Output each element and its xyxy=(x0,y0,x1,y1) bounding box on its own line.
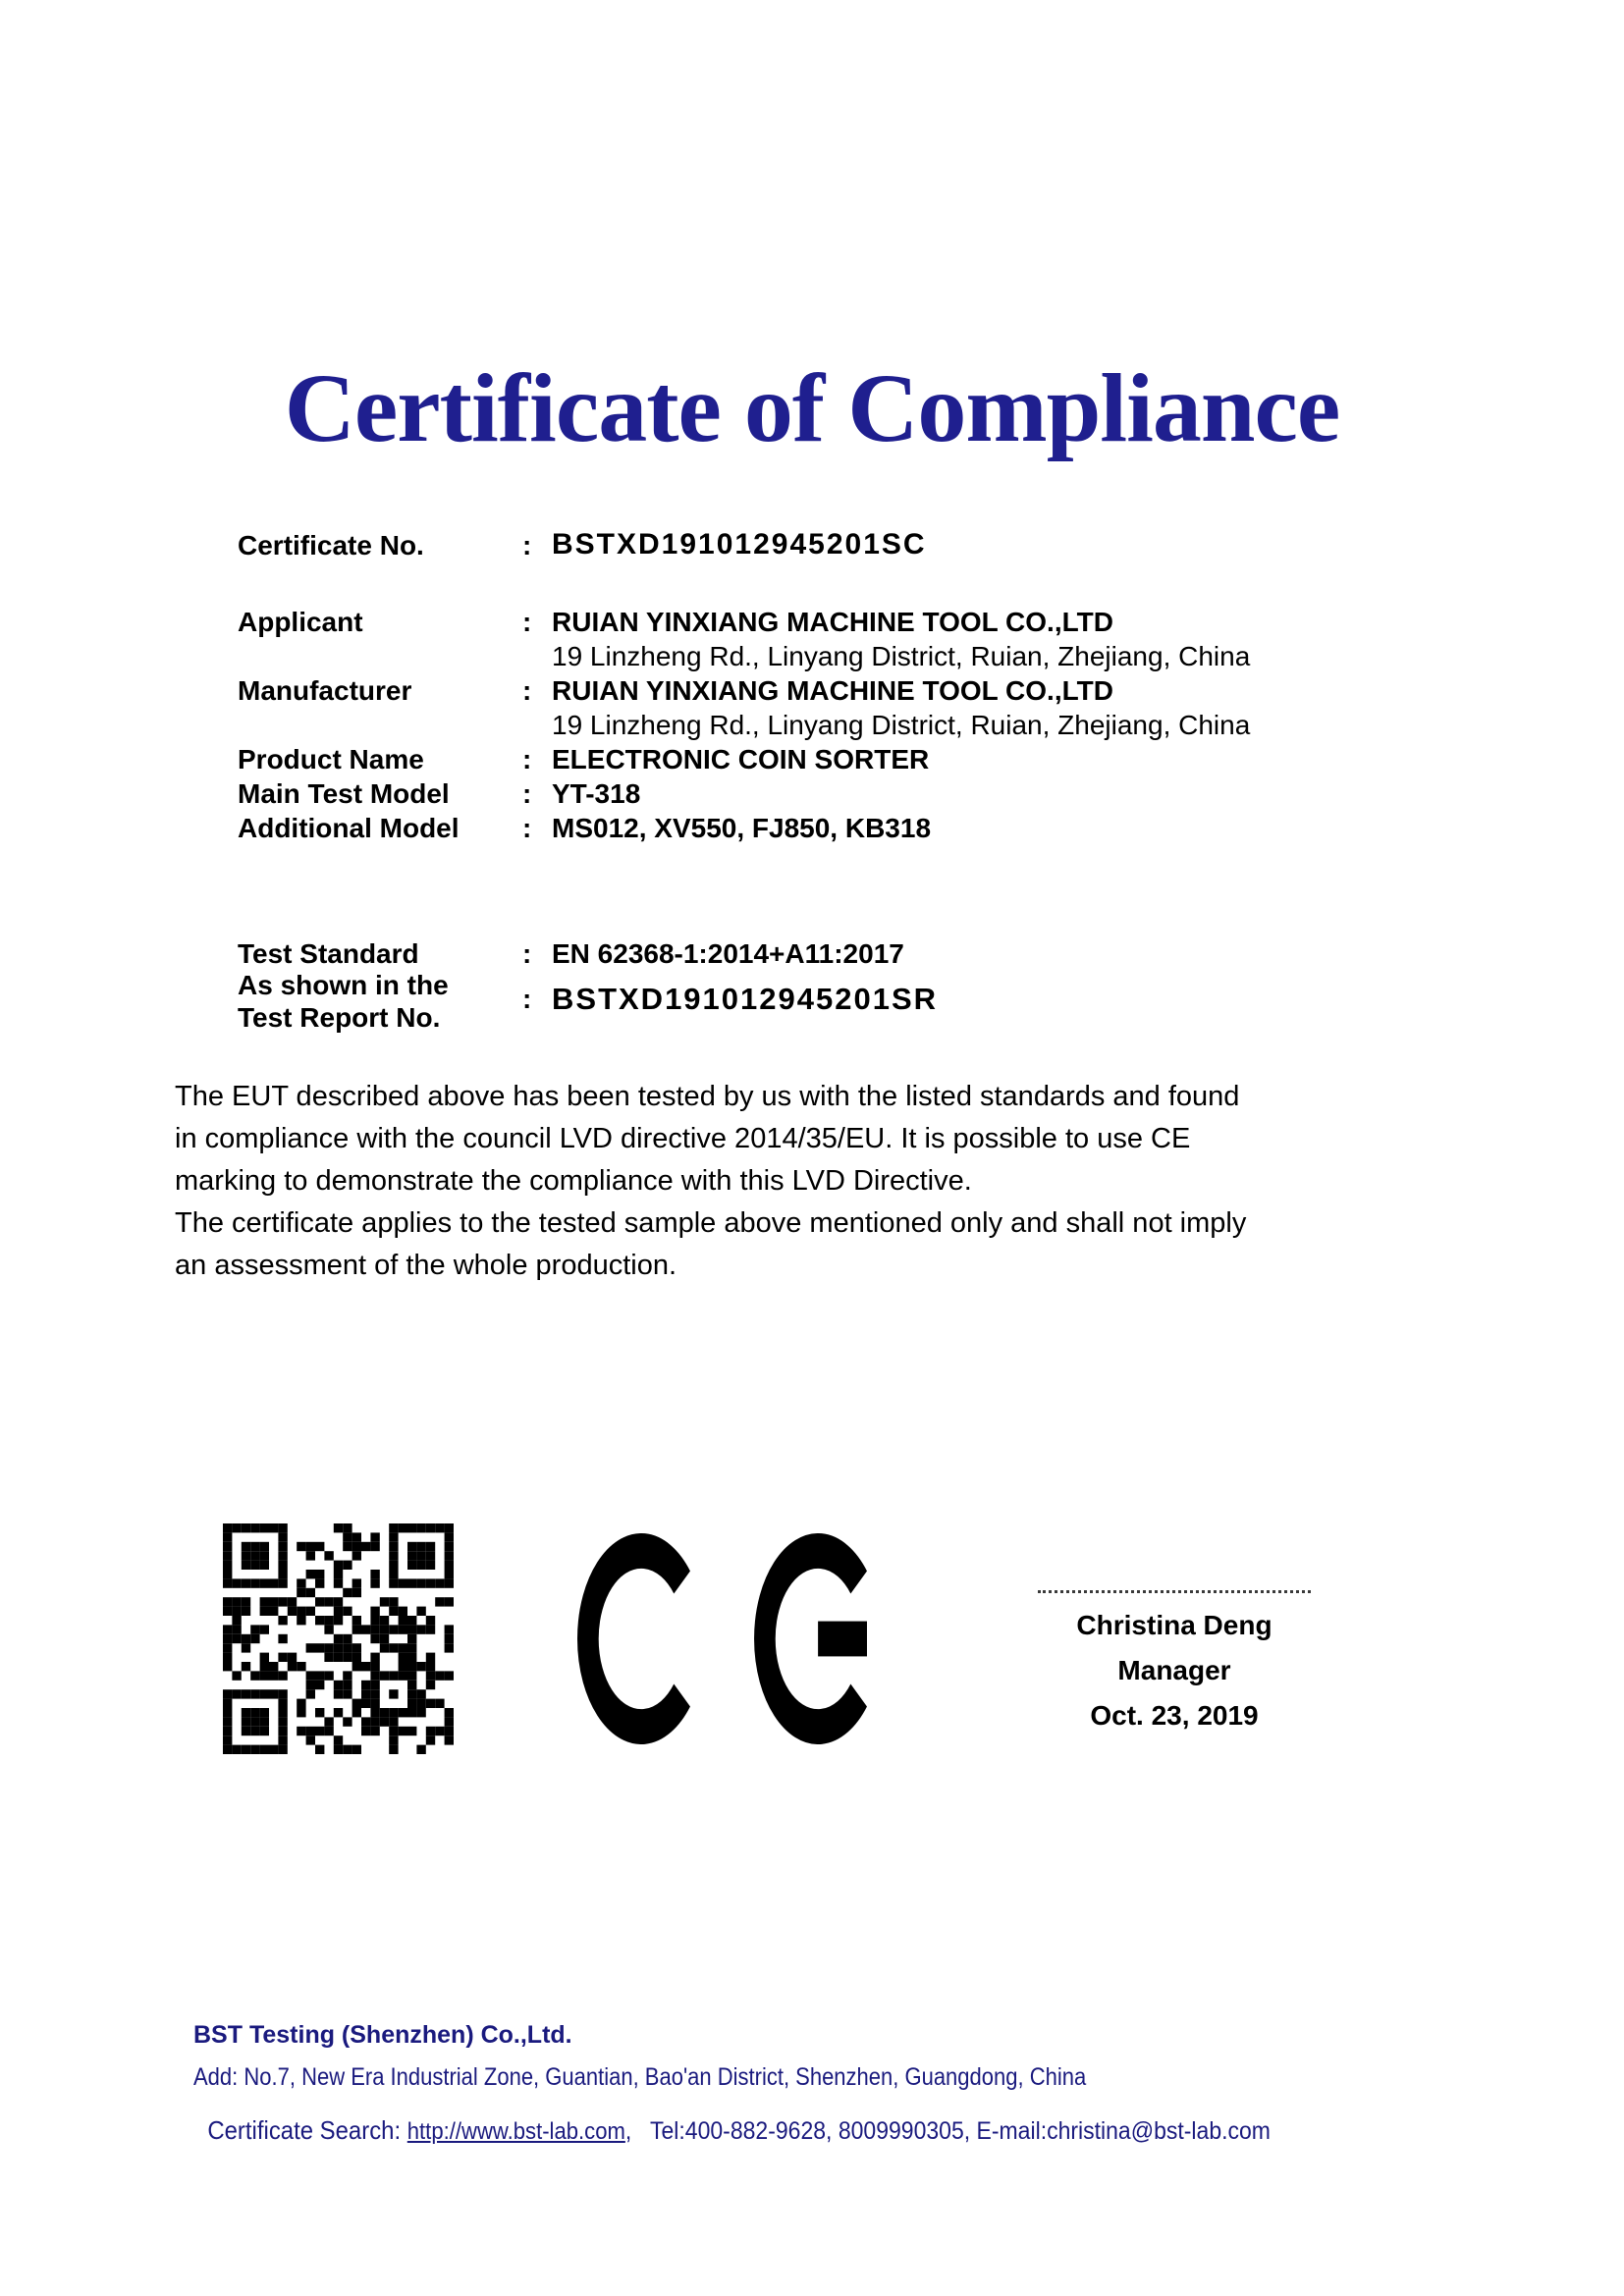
test-standard-label: Test Standard xyxy=(238,938,419,969)
test-report-value: BSTXD191012945201SR xyxy=(552,982,939,1016)
product-name-value: ELECTRONIC COIN SORTER xyxy=(552,744,930,774)
certificate-no-label: Certificate No. xyxy=(238,530,424,561)
applicant-label: Applicant xyxy=(238,607,363,637)
manufacturer-colon: : xyxy=(522,675,532,706)
signature-dotted-line xyxy=(1038,1590,1311,1593)
applicant-value: RUIAN YINXIANG MACHINE TOOL CO.,LTD xyxy=(552,607,1113,637)
contact-info: , Tel:400-882-9628, 8009990305, E-mail:christina@bst-lab.com xyxy=(624,2117,1271,2145)
certificate-no-colon: : xyxy=(522,530,532,561)
qr-code-icon xyxy=(223,1523,454,1754)
manufacturer-label: Manufacturer xyxy=(238,675,412,706)
main-test-model-label: Main Test Model xyxy=(238,778,450,809)
statement-paragraph xyxy=(175,1076,1246,1287)
manufacturer-address: 19 Linzheng Rd., Linyang District, Ruian, Zhejiang, China xyxy=(552,710,1251,740)
statement-line: The certificate applies to the tested sample above mentioned only and shall not imply xyxy=(175,1207,1247,1239)
certificate-no-value: BSTXD191012945201SC xyxy=(552,528,927,561)
test-standard-value: EN 62368-1:2014+A11:2017 xyxy=(552,938,904,969)
statement-line: an assessment of the whole production. xyxy=(175,1250,677,1281)
page-title: Certificate of Compliance xyxy=(284,353,1340,462)
additional-model-value: MS012, XV550, FJ850, KB318 xyxy=(552,813,932,843)
applicant-address: 19 Linzheng Rd., Linyang District, Ruian, Zhejiang, China xyxy=(552,641,1251,671)
test-standard-colon: : xyxy=(522,938,532,969)
applicant-colon: : xyxy=(522,607,532,637)
signatory-title: Manager xyxy=(1117,1655,1231,1685)
test-report-label-line1: As shown in the xyxy=(238,970,449,1000)
statement-line: The EUT described above has been tested by us with the listed standards and found xyxy=(175,1081,1240,1112)
statement-line: in compliance with the council LVD directive 2014/35/EU. It is possible to use CE xyxy=(175,1123,1191,1154)
test-report-colon: : xyxy=(522,984,532,1014)
signatory-name: Christina Deng xyxy=(1076,1610,1272,1640)
additional-model-colon: : xyxy=(522,813,532,843)
main-test-model-colon: : xyxy=(522,778,532,809)
test-report-label-line2: Test Report No. xyxy=(238,1002,441,1033)
certificate-search-label: Certificate Search: xyxy=(207,2115,407,2145)
main-test-model-value: YT-318 xyxy=(552,778,641,809)
issuer-company-name: BST Testing (Shenzhen) Co.,Ltd. xyxy=(193,2021,572,2049)
ce-marking-icon xyxy=(577,1533,867,1744)
additional-model-label: Additional Model xyxy=(238,813,460,843)
statement-line: marking to demonstrate the compliance with this LVD Directive. xyxy=(175,1165,972,1197)
signature-date: Oct. 23, 2019 xyxy=(1090,1700,1259,1731)
certificate-search-url-link[interactable]: http://www.bst-lab.com xyxy=(406,2118,625,2145)
signature-block xyxy=(1021,1590,1327,1738)
product-name-colon: : xyxy=(522,744,532,774)
product-name-label: Product Name xyxy=(238,744,424,774)
manufacturer-value: RUIAN YINXIANG MACHINE TOOL CO.,LTD xyxy=(552,675,1113,706)
certificate-search-line xyxy=(191,2098,1271,2163)
issuer-address: Add: No.7, New Era Industrial Zone, Guantian, Bao'an District, Shenzhen, Guangdong, China xyxy=(193,2063,1087,2091)
